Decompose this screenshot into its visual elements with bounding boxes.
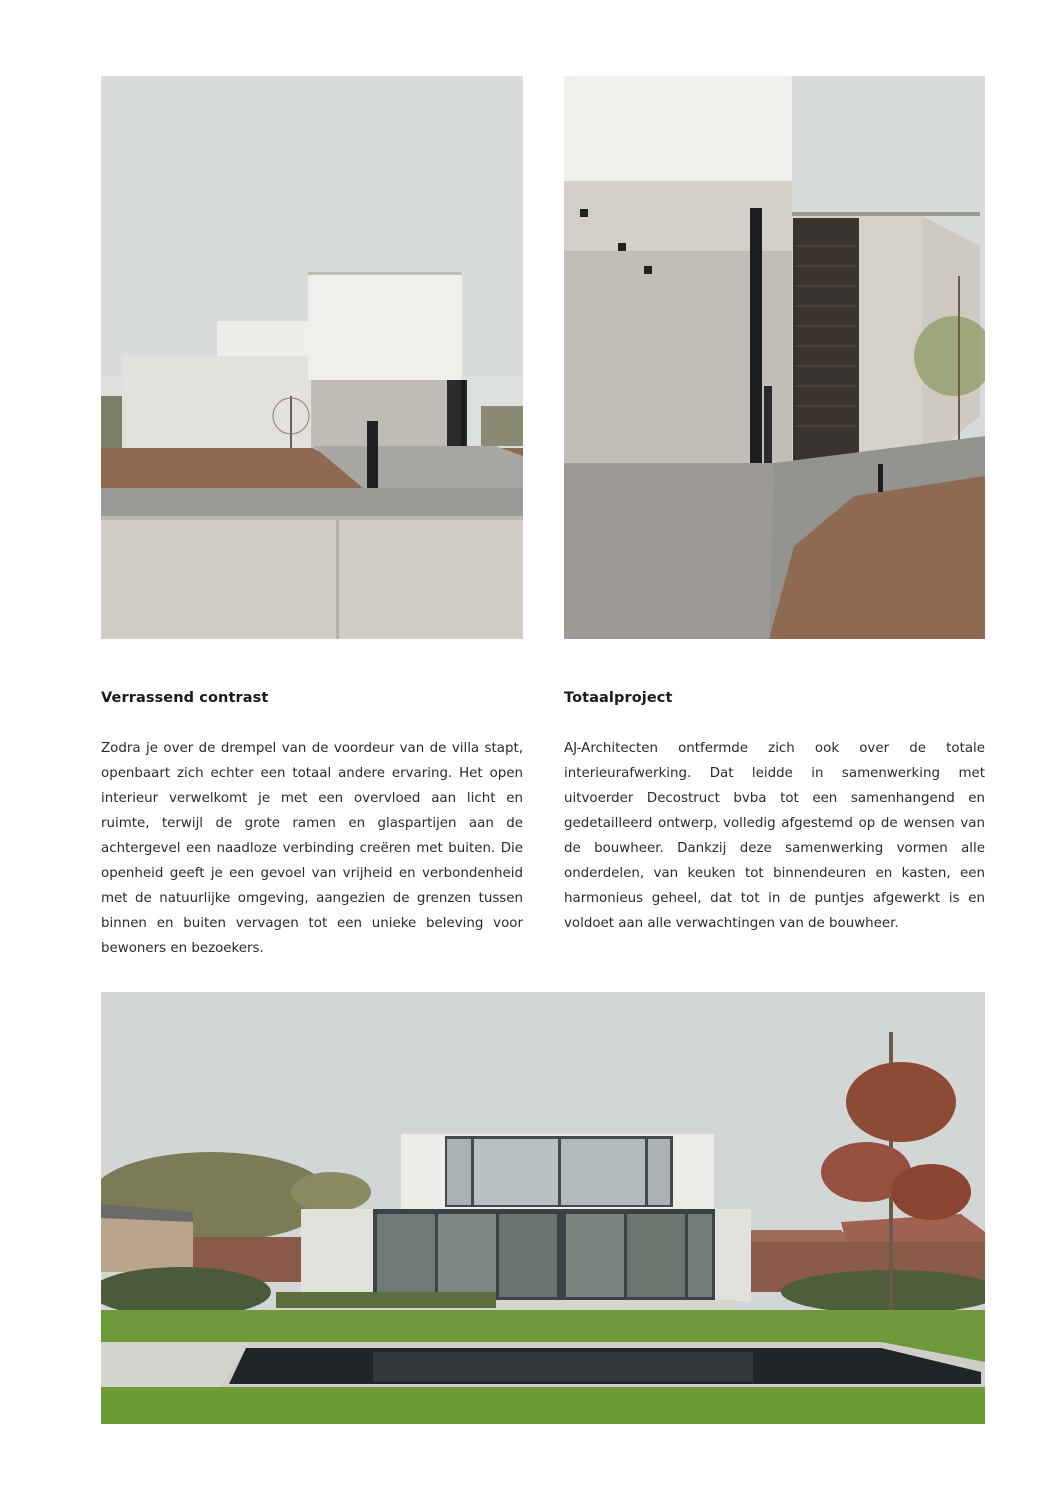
front-facade-photo	[101, 76, 523, 639]
section-body: Zodra je over de drempel van de voordeur van de villa stapt, openbaart zich echter een totaal andere ervaring. Het open interieur verwelkomt je met een overvloed aan licht en ruimte, terwijl de grote ramen en glaspartijen aan de achtergevel een naadloze verbinding creëren met buiten. Die openheid geeft je een gevoel van vrijheid en verbondenheid met de natuurlijke omgeving, aangezien de grenzen tussen binnen en buiten vervagen tot een unieke beleving voor bewoners en bezoekers.	[101, 741, 523, 956]
section-title: Totaalproject	[564, 690, 673, 706]
section-totaalproject	[564, 690, 985, 936]
section-title: Verrassend contrast	[101, 690, 269, 706]
section-body: AJ-Architecten ontfermde zich ook over de totale interieurafwerking. Dat leidde in samenwerking met uitvoerder Decostruct bvba tot een samenhangend en gedetailleerd ontwerp, volledig afgestemd op de wensen van de bouwheer. Dankzij deze samenwerking vormen alle onderdelen, van keuken tot binnendeuren en kasten, een harmonieus geheel, dat tot in de puntjes afgewerkt is en voldoet aan alle verwachtingen van de bouwheer.	[564, 741, 985, 931]
carport-entrance-photo	[564, 76, 985, 639]
rear-garden-pool-photo	[101, 992, 985, 1424]
section-verrassend-contrast	[101, 690, 523, 961]
